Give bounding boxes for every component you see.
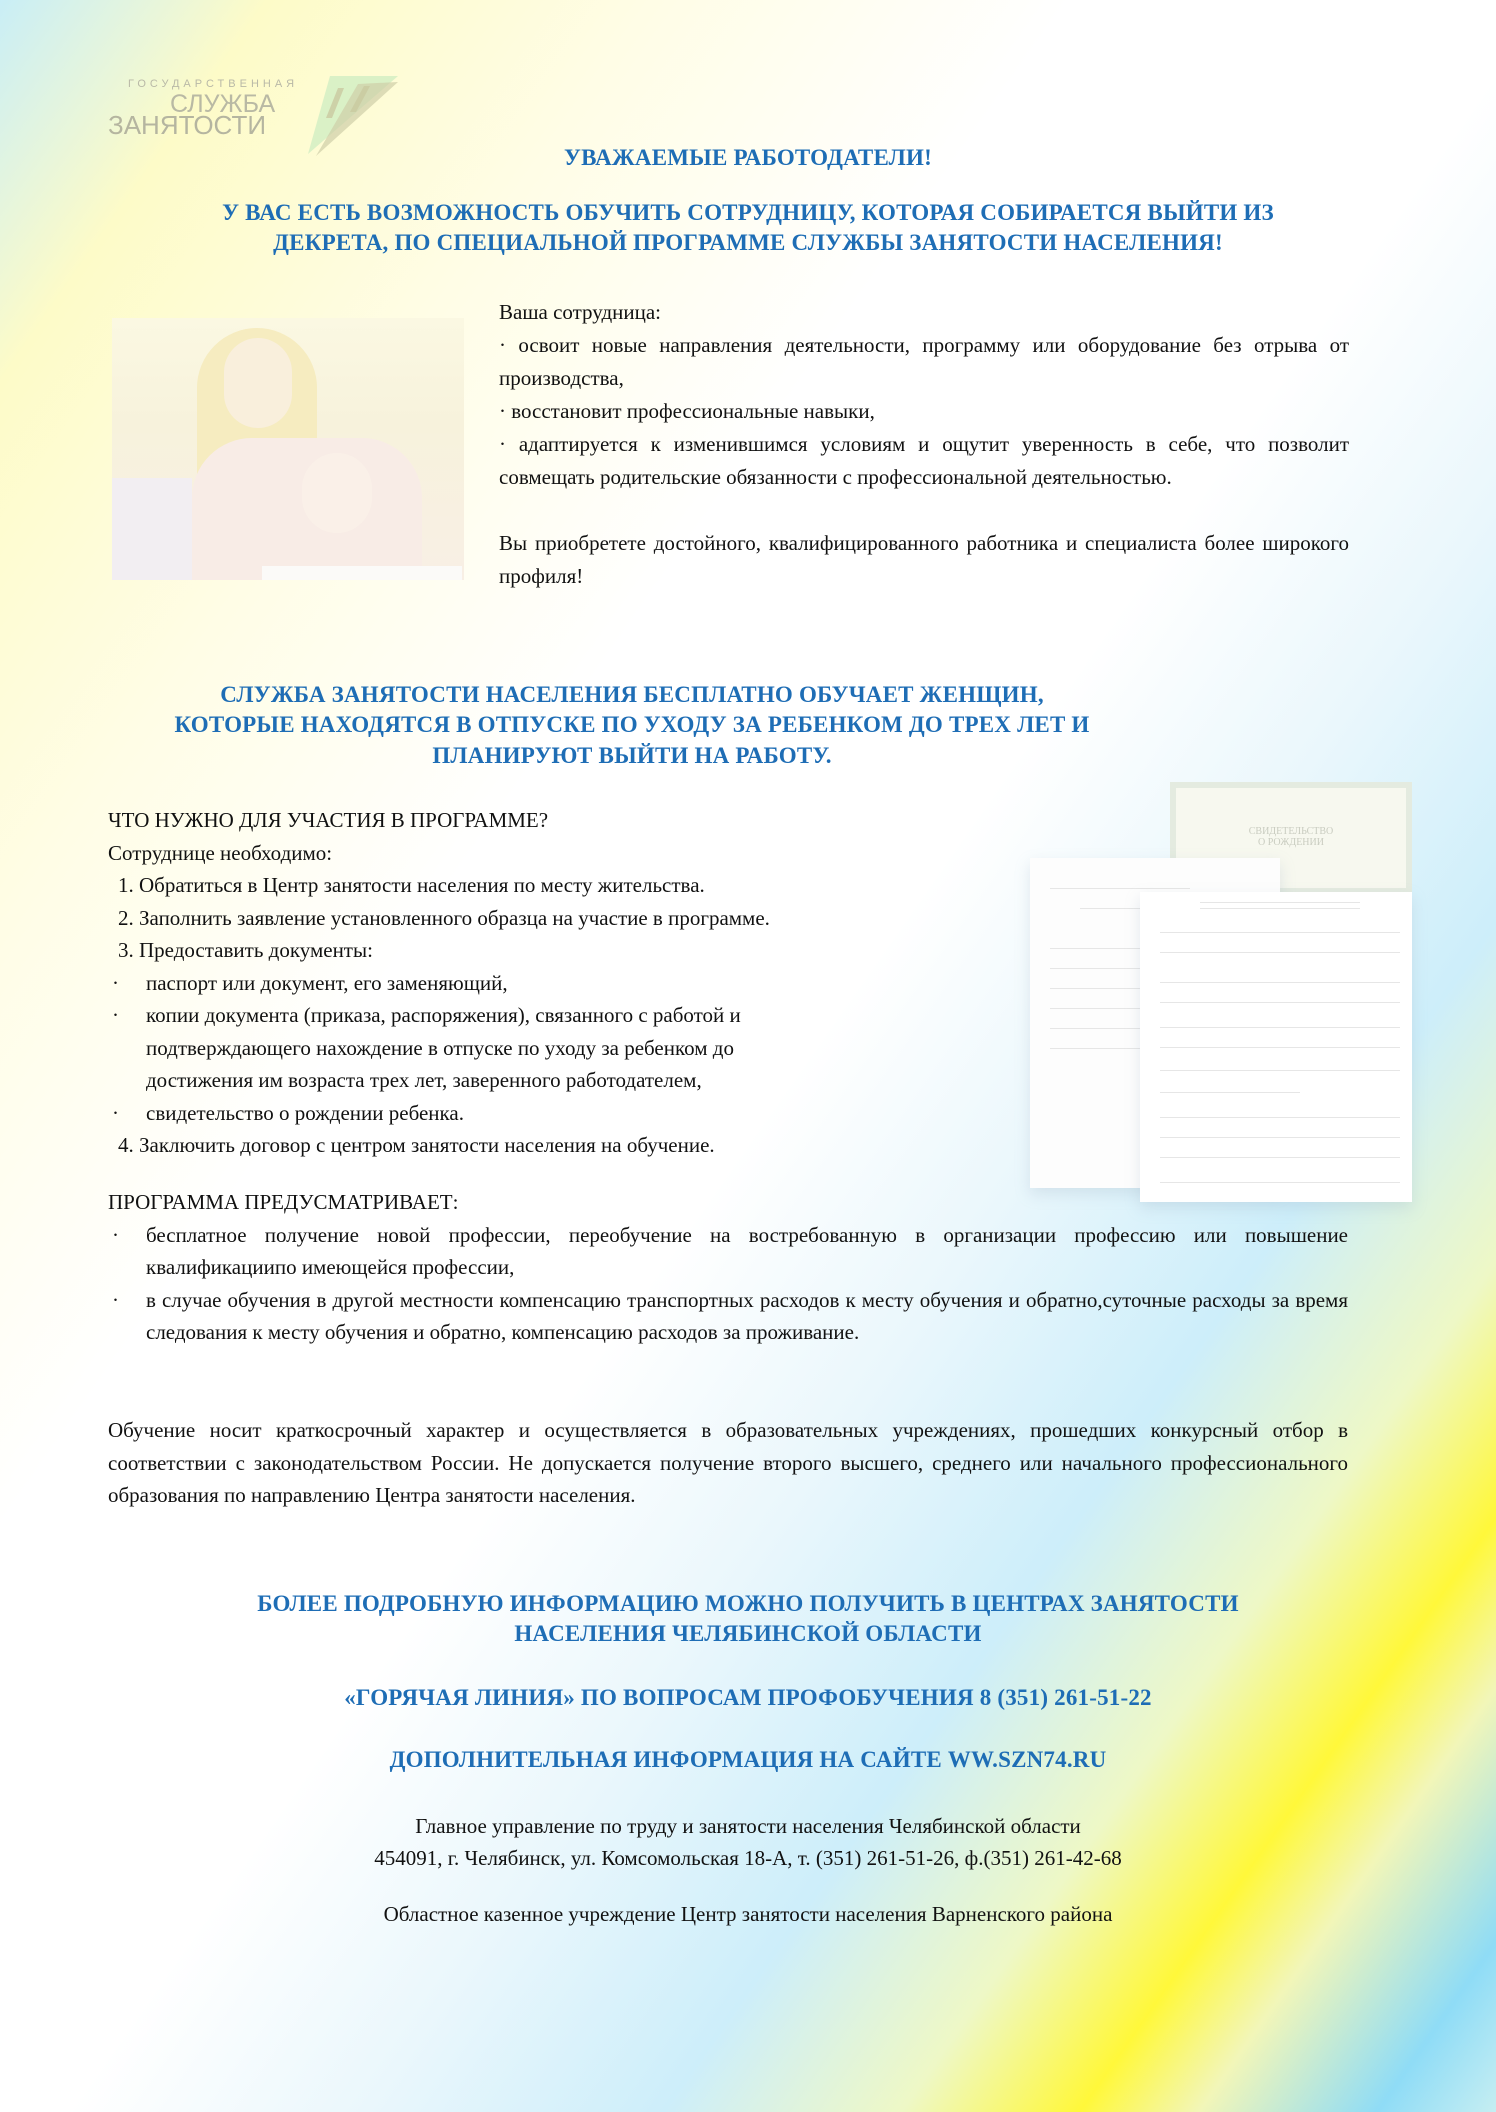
sample-documents-image — [1030, 778, 1450, 1198]
bullet-icon: · — [112, 1003, 119, 1027]
document-item: · свидетельство о рождении ребенка. — [108, 1097, 1008, 1130]
bullet-icon: · — [112, 1222, 119, 1247]
application-form-image — [1140, 892, 1412, 1202]
birth-certificate-image: СВИДЕТЕЛЬСТВО О РОЖДЕНИИ — [1170, 782, 1412, 894]
logo-line-3: ЗАНЯТОСТИ — [108, 110, 267, 140]
section-title-line-3: ПЛАНИРУЮТ ВЫЙТИ НА РАБОТУ. — [432, 743, 832, 768]
requirements-step: 3. Предоставить документы: — [118, 938, 373, 962]
more-info-line-1: БОЛЕЕ ПОДРОБНУЮ ИНФОРМАЦИЮ МОЖНО ПОЛУЧИТЬ В ЦЕНТРАХ ЗАНЯТОСТИ — [257, 1591, 1239, 1616]
headline-line-1: У ВАС ЕСТЬ ВОЗМОЖНОСТЬ ОБУЧИТЬ СОТРУДНИЦУ, КОТОРАЯ СОБИРАЕТСЯ ВЫЙТИ ИЗ — [222, 200, 1274, 225]
website-link[interactable]: ДОПОЛНИТЕЛЬНАЯ ИНФОРМАЦИЯ НА САЙТЕ WW.SZN74.RU — [389, 1747, 1107, 1772]
intro-bullet: · восстановит профессиональные навыки, — [499, 399, 875, 423]
footer-block — [0, 1810, 1496, 1930]
logo-line-1: ГОСУДАРСТВЕННАЯ — [128, 78, 299, 90]
requirements-block — [108, 804, 1008, 1162]
more-info-line-2: НАСЕЛЕНИЯ ЧЕЛЯБИНСКОЙ ОБЛАСТИ — [514, 1621, 982, 1646]
requirements-lead: Сотруднице необходимо: — [108, 840, 333, 865]
training-note: Обучение носит краткосрочный характер и осуществляется в образовательных учреждениях, прошедших конкурсный отбор в соответствии с законодательством России. Не допускается получение второго высшего, среднего или начального профессионального образования по направлению Центра занятости населения. — [108, 1418, 1348, 1507]
intro-block — [499, 296, 1349, 593]
greeting-heading: УВАЖАЕМЫЕ РАБОТОДАТЕЛИ! — [564, 145, 932, 170]
footer-org-line-1: Главное управление по труду и занятости населения Челябинской области — [415, 1814, 1081, 1838]
mother-with-baby-photo — [112, 318, 464, 580]
document-item: · паспорт или документ, его заменяющий, — [108, 967, 1008, 1000]
footer-org-line-2: 454091, г. Челябинск, ул. Комсомольская 18-А, т. (351) 261-51-26, ф.(351) 261-42-68 — [374, 1846, 1122, 1870]
program-item: · бесплатное получение новой профессии, переобучение на востребованную в организации профессию или повышение квалификациипо имеющейся профессии, — [108, 1219, 1348, 1284]
intro-bullet: · освоит новые направления деятельности, программу или оборудование без отрыва от производства, — [499, 333, 1349, 390]
requirements-heading: ЧТО НУЖНО ДЛЯ УЧАСТИЯ В ПРОГРАММЕ? — [108, 808, 549, 832]
section-title-line-2: КОТОРЫЕ НАХОДЯТСЯ В ОТПУСКЕ ПО УХОДУ ЗА РЕБЕНКОМ ДО ТРЕХ ЛЕТ И — [174, 712, 1090, 737]
intro-bullet: · адаптируется к изменившимся условиям и ощутит уверенность в себе, что позволит совмещать родительские обязанности с профессиональной деятельностью. — [499, 432, 1349, 489]
bullet-icon: · — [112, 1287, 119, 1312]
section-title-line-1: СЛУЖБА ЗАНЯТОСТИ НАСЕЛЕНИЯ БЕСПЛАТНО ОБУЧАЕТ ЖЕНЩИН, — [220, 682, 1044, 707]
hotline-text: «ГОРЯЧАЯ ЛИНИЯ» ПО ВОПРОСАМ ПРОФОБУЧЕНИЯ 8 (351) 261-51-22 — [344, 1685, 1152, 1710]
logo-line-2: СЛУЖБА — [170, 90, 276, 118]
requirements-step: 4. Заключить договор с центром занятости населения на обучение. — [118, 1133, 715, 1157]
requirements-step: 2. Заполнить заявление установленного образца на участие в программе. — [118, 905, 770, 930]
document-item: · копии документа (приказа, распоряжения), связанного с работой и подтверждающего нахождение в отпуске по уходу за ребенком до достижения им возраста трех лет, заверенного работодателем, — [108, 999, 756, 1097]
program-heading: ПРОГРАММА ПРЕДУСМАТРИВАЕТ: — [108, 1190, 459, 1214]
bullet-icon: · — [112, 1100, 119, 1125]
headline-line-2: ДЕКРЕТА, ПО СПЕЦИАЛЬНОЙ ПРОГРАММЕ СЛУЖБЫ ЗАНЯТОСТИ НАСЕЛЕНИЯ! — [273, 230, 1223, 255]
footer-local-org: Областное казенное учреждение Центр занятости населения Варненского района — [383, 1902, 1113, 1926]
requirements-step: 1. Обратиться в Центр занятости населения по месту жительства. — [118, 873, 705, 897]
intro-closing: Вы приобретете достойного, квалифицированного работника и специалиста более широкого профиля! — [499, 531, 1349, 588]
bullet-icon: · — [112, 970, 119, 995]
program-item: · в случае обучения в другой местности компенсацию транспортных расходов к месту обучения и обратно,суточные расходы за время следования к месту обучения и обратно, компенсацию расходов за проживание. — [108, 1284, 1348, 1349]
intro-lead: Ваша сотрудница: — [499, 300, 662, 324]
program-block — [108, 1186, 1348, 1349]
